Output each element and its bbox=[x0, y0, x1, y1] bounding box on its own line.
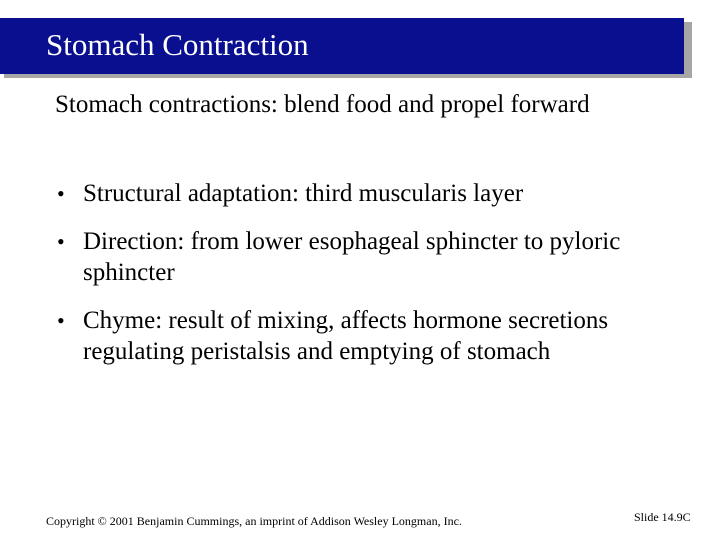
slide-title: Stomach Contraction bbox=[46, 27, 309, 62]
slide-number: Slide 14.9C bbox=[634, 510, 691, 524]
bullet-marker: • bbox=[57, 181, 65, 206]
bullet-marker: • bbox=[57, 229, 65, 254]
intro-text: Stomach contractions: blend food and propel forward bbox=[55, 91, 590, 118]
bullet-list bbox=[55, 178, 695, 384]
bullet-item bbox=[55, 305, 695, 367]
bullet-item bbox=[55, 178, 695, 209]
bullet-marker: • bbox=[57, 308, 65, 333]
bullet-text: Structural adaptation: third muscularis layer bbox=[83, 180, 524, 207]
bullet-item bbox=[55, 226, 695, 288]
bullet-text: Direction: from lower esophageal sphincter to pyloric sphincter bbox=[83, 228, 621, 286]
bullet-text: Chyme: result of mixing, affects hormone secretions regulating peristalsis and emptying of stomach bbox=[83, 307, 609, 365]
copyright-notice: Copyright © 2001 Benjamin Cummings, an imprint of Addison Wesley Longman, Inc. bbox=[46, 514, 462, 528]
